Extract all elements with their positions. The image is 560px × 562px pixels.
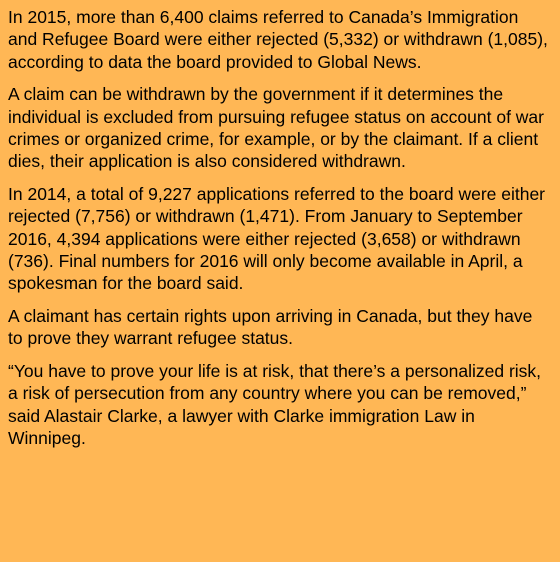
paragraph-2015-claims: In 2015, more than 6,400 claims referred to Canada’s Immigration and Refugee Board were either rejected (5,332) or withdrawn (1,085), according to data the board provided to Global News. — [8, 7, 548, 72]
paragraph-withdrawn-claims: A claim can be withdrawn by the government if it determines the individual is excluded from pursuing refugee status on account of war crimes or organized crime, for example, or by the claimant. If a client dies, their application is also considered withdrawn. — [8, 84, 544, 172]
paragraph-claimant-rights: A claimant has certain rights upon arriving in Canada, but they have to prove they warrant refugee status. — [8, 305, 533, 349]
paragraph-2014-2016-numbers: In 2014, a total of 9,227 applications referred to the board were either rejected (7,756) or withdrawn (1,471). From January to September 2016, 4,394 applications were either rejected (3,658) or withdrawn (736). Final numbers for 2016 will only become available in April, a spokesman for the board said. — [8, 183, 546, 294]
paragraph-lawyer-quote: “You have to prove your life is at risk, that there’s a personalized risk, a risk of persecution from any country where you can be removed,” said Alastair Clarke, a lawyer with Clarke immigration Law in Winnipeg. — [8, 360, 542, 448]
